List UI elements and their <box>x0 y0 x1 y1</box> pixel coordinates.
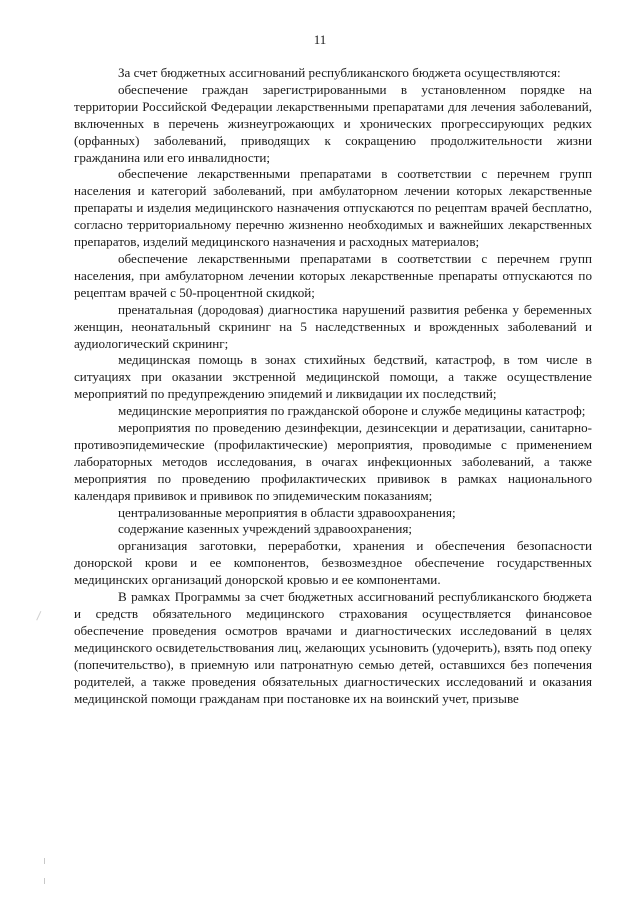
list-item-free-prescriptions: обеспечение лекарственными препаратами в соответствии с перечнем групп населения и категорий заболеваний, при амбулаторном лечении которых лекарственные препараты и изделия медицинского назначения отпускаются по рецептам врачей бесплатно, согласно территориальному перечню жизненно необходимых и важнейших лекарственных препаратов, изделий медицинского назначения и расходных материалов; <box>74 166 592 250</box>
document-body <box>74 65 592 707</box>
page-number: 11 <box>313 32 327 47</box>
list-item-prenatal-diagnostics: пренатальная (дородовая) диагностика нарушений развития ребенка у беременных женщин, неонатальный скрининг на 5 наследственных и врожденных заболеваний и аудиологический скрининг; <box>74 301 592 351</box>
list-item-discount-prescriptions: обеспечение лекарственными препаратами в соответствии с перечнем групп населения, при амбулаторном лечении которых лекарственные препараты отпускаются по рецептам врачей с 50-процентной скидкой; <box>74 250 592 300</box>
list-item-disinfection: мероприятия по проведению дезинфекции, дезинсекции и дератизации, санитарно-противоэпидемические (профилактические) мероприятия, проводимые с применением лабораторных методов исследования, в очагах инфекционных заболеваний, а также мероприятия по проведению профилактических прививок в рамках национального календаря прививок и прививок по эпидемическим показаниям; <box>74 420 592 503</box>
list-item-orphan-drugs: обеспечение граждан зарегистрированными в установленном порядке на территории Российской Федерации лекарственными препаратами для лечения заболеваний, включенных в перечень жизнеугрожающих и хронических прогрессирующих редких (орфанных) заболеваний, приводящих к сокращению продолжительности жизни гражданина или его инвалидности; <box>74 81 592 165</box>
list-item-civil-defense: медицинские мероприятия по гражданской обороне и службе медицины катастроф; <box>118 403 586 419</box>
margin-tick-mark <box>44 858 45 864</box>
list-item-donor-blood: организация заготовки, переработки, хранения и обеспечения безопасности донорской крови и ее компонентов, безвозмездное обеспечение государственных медицинских организаций донорской кровью и ее компонентами. <box>74 538 592 588</box>
list-item-state-institutions: содержание казенных учреждений здравоохранения; <box>118 521 413 537</box>
margin-tick-mark <box>44 878 45 884</box>
paragraph-program-financing: В рамках Программы за счет бюджетных ассигнований республиканского бюджета и средств обязательного медицинского страхования осуществляется финансовое обеспечение проведения осмотров врачами и диагностических исследований в целях медицинского освидетельствования лиц, желающих усыновить (удочерить), взять под опеку (попечительство), в приемную или патронатную семью детей, оставшихся без попечения родителей, а также проведения обязательных диагностических исследований и оказания медицинской помощи гражданам при постановке их на воинский учет, призыве <box>74 589 592 706</box>
list-item-centralized-measures: централизованные мероприятия в области здравоохранения; <box>118 504 456 520</box>
paragraph-intro: За счет бюджетных ассигнований республиканского бюджета осуществляются: <box>118 65 561 80</box>
list-item-disaster-care: медицинская помощь в зонах стихийных бедствий, катастроф, в том числе в ситуациях при оказании экстренной медицинской помощи, а также осуществление мероприятий по предупреждению эпидемий и ликвидации их последствий; <box>74 352 592 402</box>
margin-pencil-mark <box>36 611 47 623</box>
